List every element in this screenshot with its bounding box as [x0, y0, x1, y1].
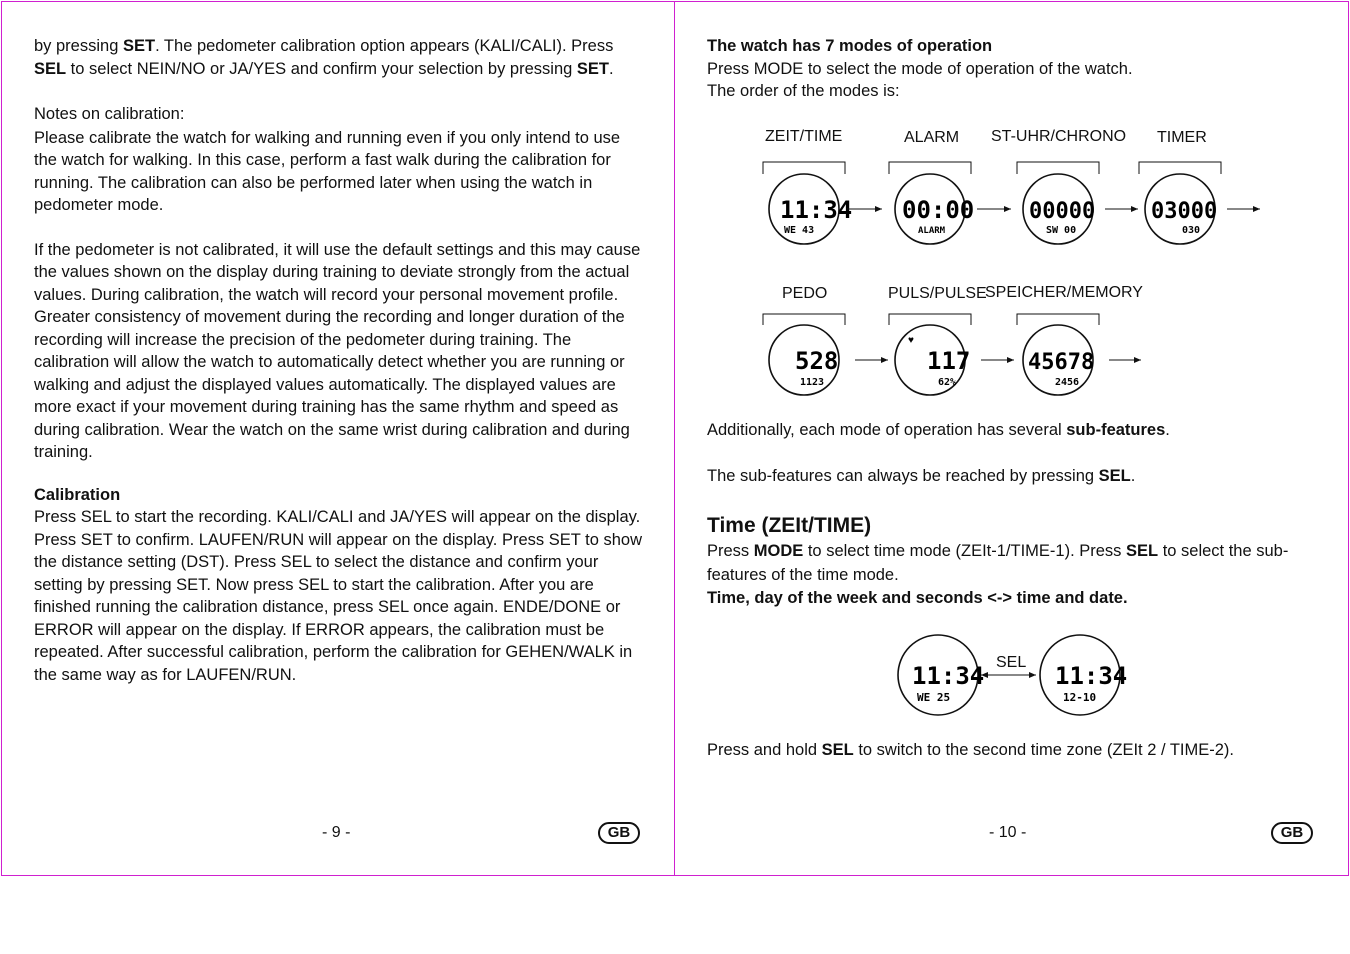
watch-display-main: 00000 — [1029, 199, 1096, 224]
watch-display-main: 528 — [795, 347, 839, 375]
time-diagram — [675, 624, 1349, 724]
reach-text-1: The sub-features can always be reached by pressing — [707, 466, 1099, 485]
bracket — [1017, 314, 1099, 325]
bracket — [889, 314, 971, 325]
time-mode-bold: MODE — [753, 542, 804, 560]
time-sel-bold: SEL — [1126, 542, 1159, 560]
intro-set-2: SET — [576, 59, 609, 78]
sub-text-1: Additionally, each mode of operation has several — [707, 421, 1067, 439]
watch-right-main: 11:34 — [1055, 662, 1128, 690]
modes-line-1: Press MODE to select the mode of operation of the watch. — [707, 59, 1133, 78]
mode-chrono — [991, 128, 1138, 244]
time-heading: Time (ZEIt/TIME) — [707, 514, 872, 537]
left-column — [34, 35, 644, 686]
modes-intro — [707, 35, 1317, 103]
watch-display-sub: 1123 — [800, 377, 825, 388]
bracket — [763, 162, 845, 174]
mode-label: PULS/PULSE — [888, 285, 987, 302]
sel-label: SEL — [996, 654, 1027, 671]
sub-text-2: . — [1165, 421, 1170, 439]
mode-timer — [1139, 129, 1260, 244]
mode-pulse — [888, 285, 1014, 395]
hold-text-2: to switch to the second time zone (ZEIt 2 / TIME-2). — [853, 741, 1235, 759]
intro-text-4: . — [608, 59, 614, 78]
time-paragraph — [707, 539, 1327, 587]
page-9 — [1, 1, 675, 876]
watch-display-main: 11:34 — [780, 196, 853, 224]
gb-badge: GB — [1271, 822, 1313, 844]
intro-text-3: to select NEIN/NO or JA/YES and confirm your selection by pressing — [66, 59, 577, 78]
intro-text-2: . The pedometer calibration option appears (KALI/CALI). Press — [155, 37, 614, 55]
watch-display-main: 117 — [927, 347, 971, 375]
modes-line-2: The order of the modes is: — [707, 82, 900, 100]
watch-display-main: 03000 — [1151, 199, 1218, 224]
notes-paragraph-2: If the pedometer is not calibrated, it will use the default settings and this may cause the values shown on the display during training to deviate strongly from the actual values. During calibration, the watch will record your personal movement profile. Greater consistency of movement during the recording and longer duration of the recording will increase the precision of the pedometer during training. The calibration will allow the watch to automatically detect whether you are running or walking and adjust the displayed values automatically. The displayed values are more exact if your movement during training has the same rhythm and speed as during calibration. Wear the watch on the same wrist during calibration and during training. — [34, 240, 641, 461]
calibration-paragraph: Press SEL to start the recording. KALI/CALI and JA/YES will appear on the display. Press SET to confirm. LAUFEN/RUN will appear on the display. Press SET to show the distance setting (DST). Press SEL to select the distance and confirm your setting by pressing SET. Now press SEL to start the calibration. After you are finished running the calibration distance, press SEL once again. ENDE/DONE or ERROR will appear on the display. If ERROR appears, the calibration must be repeated. After successful calibration, perform the calibration for GEHEN/WALK in the same way as for LAUFEN/RUN. — [34, 508, 642, 684]
page-10 — [675, 1, 1349, 876]
modes-diagram — [675, 112, 1349, 412]
heart-icon: ♥ — [908, 335, 914, 346]
intro-paragraph — [34, 35, 644, 80]
notes-heading: Notes on calibration: — [34, 105, 185, 123]
bracket — [763, 314, 845, 325]
mode-zeit-time — [763, 128, 882, 244]
bracket — [1139, 162, 1221, 174]
time-text-2: to select time mode (ZEIt-1/TIME-1). Press — [803, 542, 1127, 560]
reach-text-2: . — [1130, 466, 1136, 485]
notes-paragraph-1: Please calibrate the watch for walking and running even if you only intend to use the watch for walking. In this case, perform a fast walk during the calibration for running. The calibration can also be performed later when using the watch in pedometer mode. — [34, 128, 621, 214]
time-section — [707, 513, 1327, 610]
watch-left-main: 11:34 — [912, 662, 985, 690]
page-number: - 9 - — [322, 824, 351, 841]
time-bold-line: Time, day of the week and seconds <-> time and date. — [707, 589, 1128, 607]
mode-label: SPEICHER/MEMORY — [985, 284, 1143, 301]
calibration-heading: Calibration — [34, 485, 121, 504]
watch-display-sub: 2456 — [1055, 377, 1080, 388]
mode-label: PEDO — [782, 285, 828, 302]
watch-display-sub: WE 43 — [784, 225, 815, 236]
subfeatures-reach-line — [707, 465, 1327, 488]
mode-memory — [985, 284, 1143, 395]
subfeatures-text — [707, 419, 1327, 487]
watch-right-sub: 12-10 — [1063, 691, 1097, 704]
bracket — [1017, 162, 1099, 174]
hold-text-1: Press and hold — [707, 741, 822, 759]
mode-label: ALARM — [904, 129, 960, 146]
hold-text — [707, 739, 1327, 762]
watch-display-sub: ALARM — [918, 226, 946, 236]
intro-text-1: by pressing — [34, 37, 123, 55]
bracket — [889, 162, 971, 174]
watch-left-sub: WE 25 — [917, 691, 951, 704]
watch-display-main: 00:00 — [902, 196, 975, 224]
mode-label: ZEIT/TIME — [765, 128, 843, 145]
intro-set: SET — [122, 37, 156, 55]
time-text-1: Press — [707, 542, 754, 560]
mode-alarm — [889, 129, 1011, 244]
watch-display-sub: 62% — [938, 377, 957, 388]
subfeatures-line — [707, 419, 1327, 442]
page-number: - 10 - — [989, 824, 1027, 841]
mode-label: TIMER — [1157, 129, 1207, 146]
watch-display-main: 45678 — [1028, 350, 1095, 375]
sub-bold: sub-features — [1066, 421, 1166, 439]
watch-display-sub: SW 00 — [1046, 225, 1077, 236]
hold-line — [707, 739, 1327, 762]
reach-bold: SEL — [1098, 466, 1131, 485]
mode-label: ST-UHR/CHRONO — [991, 128, 1127, 145]
watch-display-sub: 030 — [1182, 225, 1201, 236]
intro-sel: SEL — [34, 59, 67, 78]
hold-bold: SEL — [821, 741, 854, 759]
gb-badge: GB — [598, 822, 640, 844]
mode-pedo — [763, 285, 888, 395]
time-text-3: to select the sub-features of the time mode. — [707, 542, 1289, 584]
modes-heading: The watch has 7 modes of operation — [707, 37, 993, 55]
